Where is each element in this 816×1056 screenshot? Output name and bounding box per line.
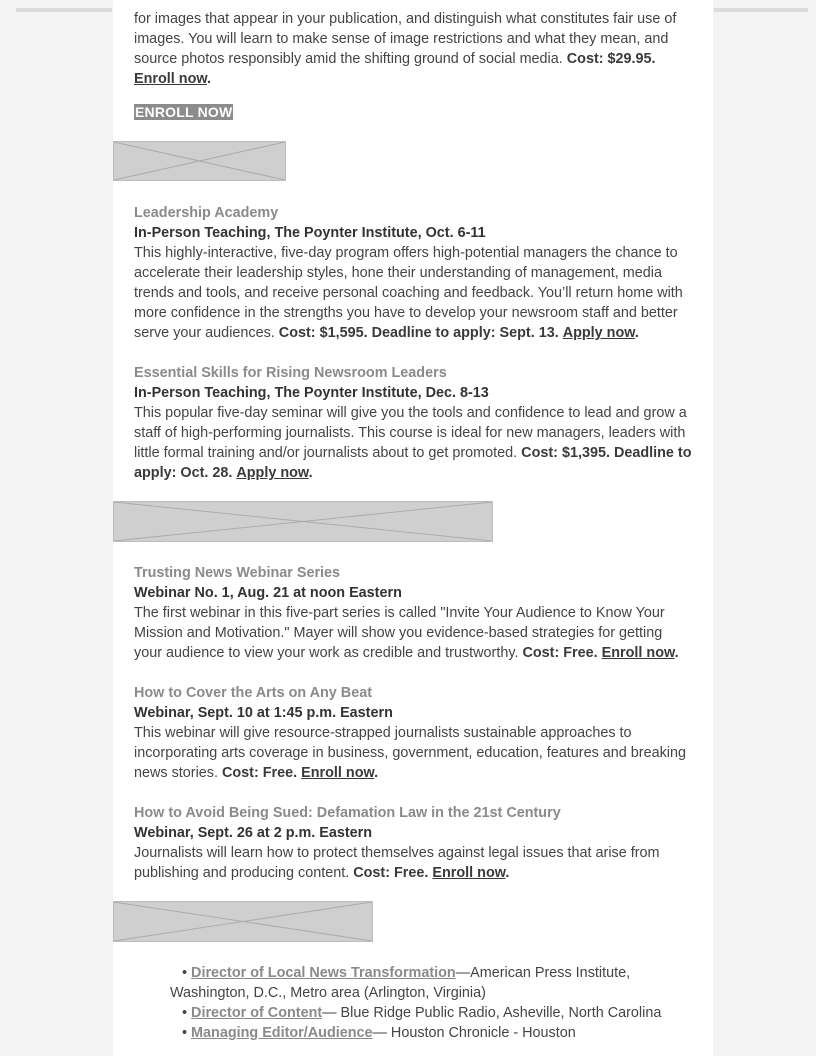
- course-description: [134, 843, 694, 883]
- course-title: How to Cover the Arts on Any Beat: [134, 685, 372, 701]
- job-item: [170, 1003, 700, 1023]
- course-subtitle: In-Person Teaching, The Poynter Institute, Oct. 6-11: [134, 225, 486, 241]
- image-placeholder-2: [113, 501, 493, 542]
- email-body: [113, 0, 713, 1056]
- course-subtitle: In-Person Teaching, The Poynter Institute, Dec. 8-13: [134, 385, 489, 401]
- course-subtitle: Webinar, Sept. 10 at 1:45 p.m. Eastern: [134, 705, 393, 721]
- course-cost: Cost: Free.: [522, 645, 598, 661]
- image-placeholder-3: [113, 901, 373, 942]
- bullet-icon: •: [182, 965, 188, 981]
- course-leadership-academy: [134, 203, 694, 343]
- intro-fragment: [134, 9, 694, 89]
- job-details: —American Press Institute, Washington, D.C., Metro area (Arlington, Virginia): [170, 965, 631, 1001]
- bullet-icon: •: [182, 1005, 188, 1021]
- course-subtitle: Webinar, Sept. 26 at 2 p.m. Eastern: [134, 825, 373, 841]
- intro-end: .: [207, 71, 212, 87]
- course-title: Trusting News Webinar Series: [134, 565, 341, 581]
- enroll-now-link[interactable]: Enroll now: [301, 765, 375, 781]
- course-description: [134, 243, 694, 343]
- apply-now-link[interactable]: Apply now: [236, 465, 309, 481]
- course-end: .: [674, 645, 679, 661]
- intro-enroll-link[interactable]: Enroll now: [134, 71, 208, 87]
- apply-now-link[interactable]: Apply now: [562, 325, 635, 341]
- course-description: [134, 723, 694, 783]
- course-body: Journalists will learn how to protect themselves against legal issues that arise from publishing and producing content.: [134, 845, 660, 881]
- enroll-now-button[interactable]: ENROLL NOW: [135, 104, 233, 120]
- top-rule-right: [714, 8, 808, 12]
- job-list: [170, 963, 700, 1043]
- job-item: [170, 1023, 700, 1043]
- course-cost: Cost: $1,595. Deadline to apply: Sept. 13.: [278, 325, 559, 341]
- course-cost: Cost: Free.: [353, 865, 429, 881]
- course-essential-skills: [134, 363, 694, 483]
- intro-text: for images that appear in your publication, and distinguish what constitutes fair use of images. You will learn to make sense of image restrictions and what they mean, and source photos responsibly amid the shifting ground of social media.: [134, 11, 677, 67]
- job-details: — Blue Ridge Public Radio, Asheville, North Carolina: [322, 1005, 662, 1021]
- course-cover-arts: [134, 683, 694, 783]
- course-defamation-law: [134, 803, 694, 883]
- course-description: [134, 403, 694, 483]
- course-end: .: [308, 465, 313, 481]
- course-end: .: [374, 765, 379, 781]
- enroll-now-link[interactable]: Enroll now: [432, 865, 506, 881]
- job-link[interactable]: Director of Content: [191, 1005, 323, 1021]
- job-link[interactable]: Director of Local News Transformation: [191, 965, 456, 981]
- bullet-icon: •: [182, 1025, 188, 1041]
- course-body: The first webinar in this five-part series is called "Invite Your Audience to Know Your Mission and Motivation." Mayer will show you evidence-based strategies for getting your audience to view your work as credible and trustworthy.: [134, 605, 665, 661]
- job-link[interactable]: Managing Editor/Audience: [191, 1025, 373, 1041]
- course-description: [134, 603, 694, 663]
- top-rule-left: [16, 8, 112, 12]
- course-title: Essential Skills for Rising Newsroom Leaders: [134, 365, 447, 381]
- course-end: .: [505, 865, 510, 881]
- course-end: .: [634, 325, 639, 341]
- job-details: — Houston Chronicle - Houston: [372, 1025, 576, 1041]
- course-body: This popular five-day seminar will give you the tools and confidence to lead and grow a staff of high-performing journalists. This course is ideal for new managers, leaders with little formal training and/or journalists about to get promoted.: [134, 405, 687, 461]
- intro-cost: Cost: $29.95.: [566, 51, 656, 67]
- course-title: How to Avoid Being Sued: Defamation Law in the 21st Century: [134, 805, 561, 821]
- image-placeholder-1: [113, 141, 286, 181]
- intro-paragraph: [134, 9, 694, 89]
- course-body: This highly-interactive, five-day program offers high-potential managers the chance to accelerate their leadership styles, hone their understanding of management, media trends and tools, and receive personal coaching and feedback. You’ll return home with more confidence in the strengths you have to develop your newsroom staff and better serve your audiences.: [134, 245, 683, 341]
- course-body: This webinar will give resource-strapped journalists sustainable approaches to incorporating arts coverage in business, government, education, features and breaking news stories.: [134, 725, 686, 781]
- course-trusting-news: [134, 563, 694, 663]
- course-cost: Cost: $1,395. Deadline to apply: Oct. 28.: [134, 445, 692, 481]
- enroll-now-link[interactable]: Enroll now: [601, 645, 675, 661]
- course-subtitle: Webinar No. 1, Aug. 21 at noon Eastern: [134, 585, 402, 601]
- course-cost: Cost: Free.: [221, 765, 298, 781]
- job-item: [170, 963, 700, 1003]
- course-title: Leadership Academy: [134, 205, 279, 221]
